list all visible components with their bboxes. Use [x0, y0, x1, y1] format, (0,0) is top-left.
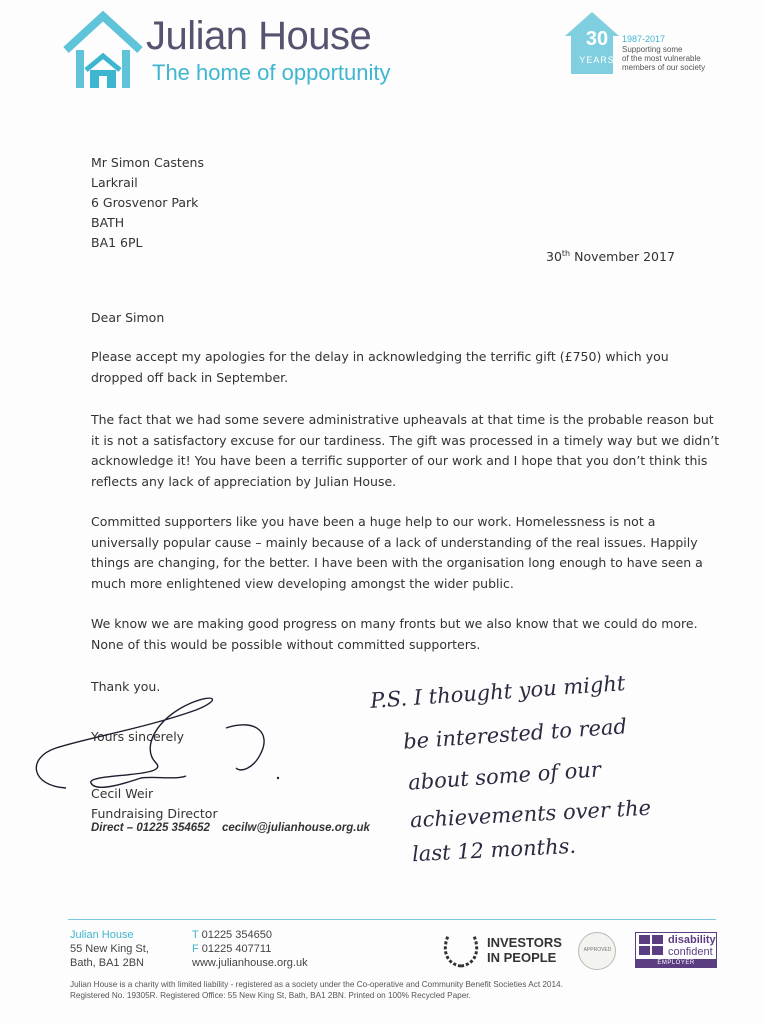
anniversary-line: members of our society [622, 63, 706, 72]
recipient-postcode: BA1 6PL [91, 235, 143, 250]
footer-legal-line: Registered No. 19305R. Registered Office: 55 New King St, Bath, BA1 2BN. Printed on 100% Recycled Paper. [70, 991, 471, 1000]
footer-divider [68, 919, 716, 920]
postscript-line: P.S. I thought you might [369, 671, 626, 713]
footer-phone: T 01225 354650 [192, 929, 272, 941]
salutation: Dear Simon [91, 310, 165, 325]
direct-phone: Direct – 01225 354652 [91, 822, 210, 834]
investors-in-people-laurel-icon [440, 930, 482, 970]
anniversary-number: 30 [585, 28, 609, 50]
thanks-line: Thank you. [91, 679, 161, 694]
disability-confident-employer: EMPLOYER [657, 960, 695, 966]
signer-contact [91, 822, 382, 834]
footer-address-line: 55 New King St, [70, 943, 149, 955]
org-name: Julian House [146, 14, 372, 58]
letter-date: 30th November 2017 [546, 249, 675, 265]
recipient-company: Larkrail [91, 175, 138, 190]
footer-org-name: Julian House [70, 929, 134, 941]
footer-website[interactable]: www.julianhouse.org.uk [192, 957, 308, 969]
signature-icon [26, 688, 296, 808]
house-logo-icon [62, 10, 144, 90]
paragraph: Please accept my apologies for the delay in acknowledging the terrific gift (£750) which you dropped off back in September. [91, 349, 669, 385]
disability-confident-subtitle: confident [668, 946, 713, 958]
footer-address-line: Bath, BA1 2BN [70, 957, 144, 969]
signer-title: Fundraising Director [91, 806, 218, 821]
investors-in-people-logo: INVESTORS IN PEOPLE [487, 935, 562, 965]
closing-line: Yours sincerely [91, 729, 185, 744]
anniversary-line: of the most vulnerable [622, 54, 701, 63]
postscript-line: achievements over the [409, 795, 652, 833]
footer-legal-line: Julian House is a charity with limited liability - registered as a society under the Co-operative and Community Benefit Societies Act 2014. [70, 980, 563, 989]
postscript-line: about some of our [407, 757, 602, 795]
postscript-line: last 12 months. [411, 833, 577, 867]
anniversary-dates: 1987-2017 [622, 34, 666, 44]
paragraph: Committed supporters like you have been a huge help to our work. Homelessness is not a universally popular cause – mainly because of a lack of understanding of the real issues. Happily things are changing, for the better. I have been with the organisation long enough to have seen a much more enlightened view developing amongst the wider public. [91, 514, 703, 591]
anniversary-label: YEARS [579, 55, 615, 65]
signer-name: Cecil Weir [91, 786, 154, 801]
disability-confident-title: disability [668, 934, 716, 946]
org-tagline: The home of opportunity [152, 60, 391, 85]
footer-fax: F 01225 407711 [192, 943, 272, 955]
signer-email: cecilw@julianhouse.org.uk [221, 822, 370, 834]
paragraph: The fact that we had some severe administrative upheavals at that time is the probable reason but it is not a satisfactory excuse for our tardiness. The gift was processed in a timely way but we didn’t acknowledge it! You have been a terrific supporter of our work and I hope that you don’t think this reflects any lack of appreciation by Julian House. [91, 412, 720, 489]
postscript-line: be interested to read [402, 714, 628, 754]
recipient-street: 6 Grosvenor Park [91, 195, 199, 210]
anniversary-line: Supporting some [622, 45, 683, 54]
disability-confident-icon [639, 935, 665, 957]
recipient-name: Mr Simon Castens [91, 155, 204, 170]
approved-badge-label: APPROVED [583, 947, 612, 953]
recipient-city: BATH [91, 215, 125, 230]
paragraph: We know we are making good progress on many fronts but we also know that we could do more. None of this would be possible without committed supporters. [91, 616, 698, 652]
